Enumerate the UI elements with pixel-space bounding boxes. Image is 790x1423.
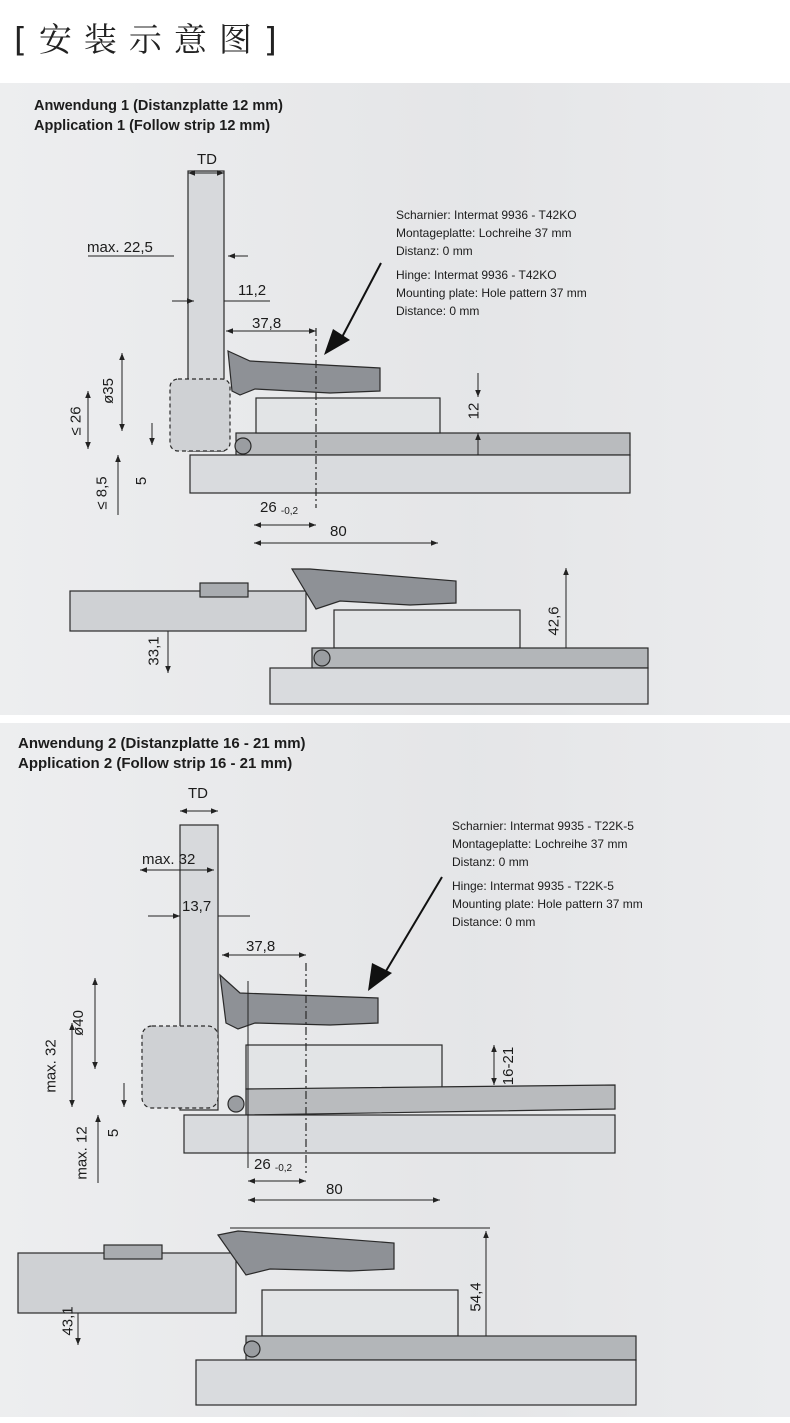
dim-open-left: 33,1 xyxy=(145,636,163,666)
dim-max-overlay-2: max. 32 xyxy=(142,851,196,868)
application-2-heading-de: Anwendung 2 (Distanzplatte 16 - 21 mm) xyxy=(18,735,306,752)
mounting-plate-2 xyxy=(246,1045,442,1089)
dim-open-left-2: 43,1 xyxy=(59,1306,77,1336)
pointer-arrow-2 xyxy=(368,877,442,991)
dim-depth-2: 13,7 xyxy=(182,898,212,915)
hinge-pivot xyxy=(235,438,251,454)
dim-height-max-2: max. 32 xyxy=(42,1039,60,1093)
dim-td-2: TD xyxy=(188,785,208,802)
dim-gap: 5 xyxy=(133,476,151,486)
cabinet-lower-2 xyxy=(184,1115,615,1153)
open-view-2 xyxy=(18,1231,636,1405)
dim-bottom-max-2: max. 12 xyxy=(73,1126,91,1180)
cabinet-side-2 xyxy=(246,1085,615,1115)
application-2-note: Scharnier: Intermat 9935 - T22K-5 Montageplatte: Lochreihe 37 mm Distanz: 0 mm Hinge: Intermat 9935 - T22K-5 Mounting plate: Hole pattern 37 mm Distance: 0 mm xyxy=(452,819,643,929)
dim-gap-2: 5 xyxy=(105,1128,123,1138)
dim-height-max: ≤ 26 xyxy=(67,406,85,436)
dim-max-overlay: max. 22,5 xyxy=(87,239,153,256)
hinge-arm xyxy=(228,351,380,395)
hinge-cup-2 xyxy=(142,1026,218,1108)
mounting-plate xyxy=(256,398,440,433)
cabinet-lower xyxy=(190,455,630,493)
dim-offset-2: 37,8 xyxy=(246,938,276,955)
cabinet-side xyxy=(236,433,630,455)
hinge-cup xyxy=(170,379,230,451)
application-1-heading-de: Anwendung 1 (Distanzplatte 12 mm) xyxy=(34,98,283,114)
application-2-heading-en: Application 2 (Follow strip 16 - 21 mm) xyxy=(18,755,293,772)
application-1-heading-en: Application 1 (Follow strip 12 mm) xyxy=(34,118,271,134)
dim-hole-distance: 26 $_{-0,2}$ xyxy=(260,499,299,517)
dim-bottom-max: ≤ 8,5 xyxy=(93,476,111,510)
dim-plate-length-2: 80 xyxy=(326,1181,343,1198)
dim-td: TD xyxy=(197,151,217,168)
dim-open-right-2: 54,4 xyxy=(467,1282,485,1312)
dim-cup-diameter: ø35 xyxy=(99,378,117,404)
hinge-pivot-2 xyxy=(228,1096,244,1112)
hinge-arm-2 xyxy=(220,975,378,1029)
application-1-note: Scharnier: Intermat 9936 - T42KO Montageplatte: Lochreihe 37 mm Distanz: 0 mm Hinge: Intermat 9936 - T42KO Mounting plate: Hole pattern 37 mm Distance: 0 mm xyxy=(396,208,587,318)
application-2-drawing xyxy=(0,723,790,1417)
dim-cup-diameter-2: ø40 xyxy=(69,1010,87,1036)
application-2-panel xyxy=(0,723,790,1417)
dim-offset: 37,8 xyxy=(252,315,282,332)
application-1-drawing xyxy=(0,83,790,715)
application-1-panel xyxy=(0,83,790,715)
pointer-arrow xyxy=(324,263,381,355)
dim-plate-thickness-2: 16-21 xyxy=(500,1046,518,1086)
page-title: [安装示意图] xyxy=(14,20,289,59)
dim-depth: 11,2 xyxy=(238,282,267,299)
dim-open-right: 42,6 xyxy=(545,606,563,636)
dim-plate-length: 80 xyxy=(330,523,347,540)
dim-plate-thickness: 12 xyxy=(465,402,483,420)
dim-hole-distance-2: 26 $_{-0,2}$ xyxy=(254,1156,293,1174)
